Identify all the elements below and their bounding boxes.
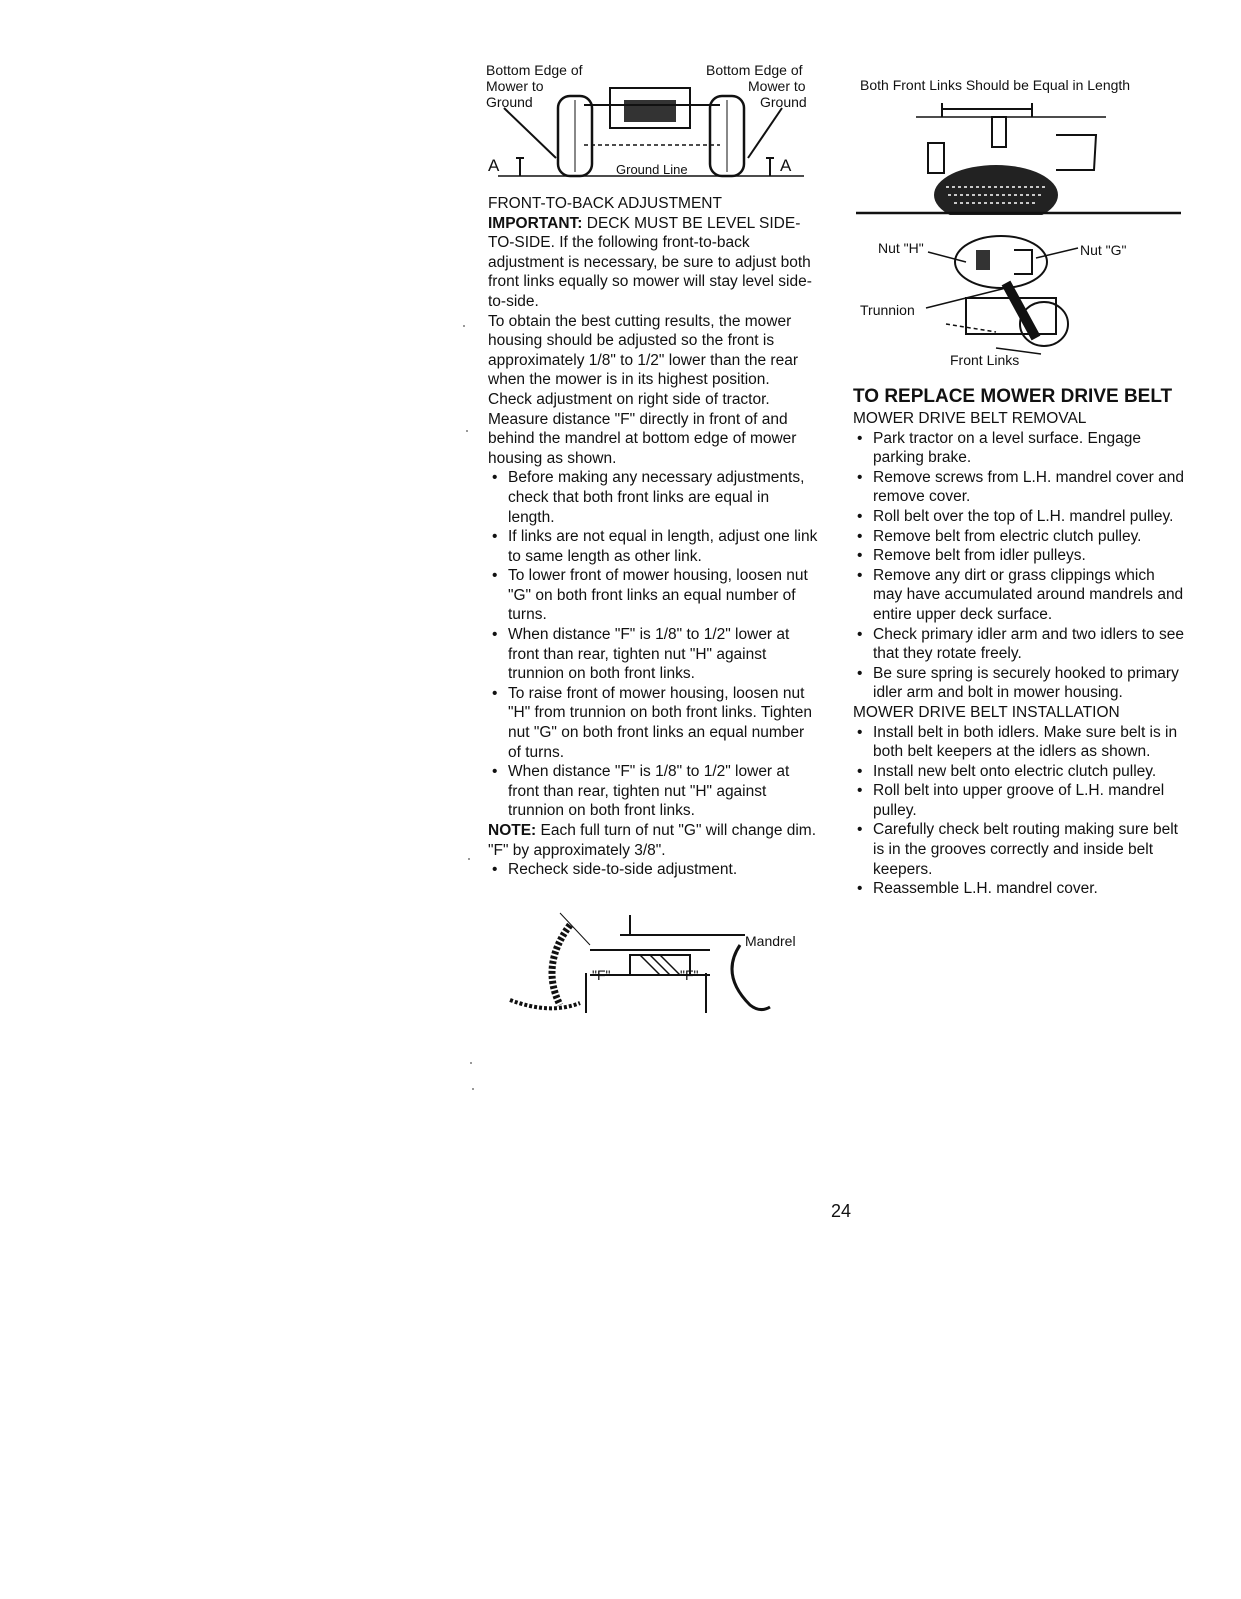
note-text: Each full turn of nut "G" will change dim. "F" by approximately 3/8".: [488, 822, 817, 859]
left-column: [488, 194, 818, 880]
list-item: • Remove belt from electric clutch pulley.: [853, 527, 1188, 547]
list-item: • When distance "F" is 1/8" to 1/2" lower at front than rear, tighten nut "H" against trunnion on both front links.: [488, 762, 818, 821]
label-bottom-edge-right-3: Ground: [760, 94, 807, 110]
removal-heading: MOWER DRIVE BELT REMOVAL: [853, 410, 1087, 427]
label-nut-g: Nut "G": [1080, 242, 1127, 258]
list-item: • Remove screws from L.H. mandrel cover and remove cover.: [853, 468, 1188, 507]
front-to-back-heading: FRONT-TO-BACK ADJUSTMENT: [488, 195, 722, 212]
front-links-equal-figure: [856, 75, 1186, 215]
label-f-front: "F": [592, 967, 611, 983]
list-item: • Remove any dirt or grass clippings which may have accumulated around mandrels and entire upper deck surface.: [853, 566, 1188, 625]
label-bottom-edge-right-2: Mower to: [748, 78, 806, 94]
scan-speck: [470, 1062, 472, 1064]
right-column: [853, 385, 1188, 899]
list-item: • Park tractor on a level surface. Engage parking brake.: [853, 429, 1188, 468]
list-item: • Be sure spring is securely hooked to primary idler arm and bolt in mower housing.: [853, 664, 1188, 703]
ground-level-figure: [484, 60, 819, 185]
label-front-links: Front Links: [950, 352, 1020, 368]
removal-steps-list: [853, 429, 1188, 703]
list-item: • Check primary idler arm and two idlers to see that they rotate freely.: [853, 625, 1188, 664]
scan-speck: [468, 858, 470, 860]
list-item: • Reassemble L.H. mandrel cover.: [853, 879, 1188, 899]
paragraph-check-adjustment: Check adjustment on right side of tractor. Measure distance "F" directly in front of and behind the mandrel at bottom edge of mower housing as shown.: [488, 390, 797, 467]
caption-front-links-equal: Both Front Links Should be Equal in Length: [860, 77, 1131, 93]
label-f-rear: "F": [680, 967, 699, 983]
label-nut-h: Nut "H": [878, 240, 924, 256]
mandrel-drawing: [500, 905, 820, 1020]
list-item: • Recheck side-to-side adjustment.: [488, 860, 818, 880]
label-bottom-edge-left-1: Bottom Edge of: [486, 62, 583, 78]
label-ground-line: Ground Line: [616, 162, 688, 177]
adjustment-steps-list: [488, 468, 818, 821]
page-number: 24: [831, 1201, 852, 1221]
front-links-drawing: [856, 75, 1186, 215]
paragraph-cutting-results: To obtain the best cutting results, the mower housing should be adjusted so the front is approximately 1/8" to 1/2" lower than the rear when the mower is in its highest position.: [488, 312, 798, 389]
list-item: • Roll belt into upper groove of L.H. mandrel pulley.: [853, 781, 1188, 820]
label-bottom-edge-left-2: Mower to: [486, 78, 544, 94]
label-bottom-edge-left-3: Ground: [486, 94, 533, 110]
important-label: IMPORTANT:: [488, 214, 583, 232]
list-item: • Before making any necessary adjustments, check that both front links are equal in length.: [488, 468, 818, 527]
label-trunnion: Trunnion: [860, 302, 915, 318]
marker-a-right: A: [780, 156, 792, 175]
scan-speck: [463, 325, 465, 327]
list-item: • To raise front of mower housing, loosen nut "H" from trunnion on both front links. Tighten nut "G" on both front links an equal number of turns.: [488, 684, 818, 762]
important-paragraph: [488, 214, 818, 312]
scan-speck: [466, 430, 468, 432]
scan-speck: [472, 1088, 474, 1090]
list-item: • Remove belt from idler pulleys.: [853, 546, 1188, 566]
marker-a-left: A: [488, 156, 500, 175]
label-mandrel: Mandrel: [745, 933, 796, 949]
important-text: DECK MUST BE LEVEL SIDE-TO-SIDE. If the following front-to-back adjustment is necessary, be sure to adjust both front links equally so mower will stay level side-to-side.: [488, 214, 812, 310]
nuts-trunnion-figure: [856, 228, 1186, 373]
list-item: • Roll belt over the top of L.H. mandrel pulley.: [853, 507, 1188, 527]
list-item: • If links are not equal in length, adjust one link to same length as other link.: [488, 527, 818, 566]
label-bottom-edge-right-1: Bottom Edge of: [706, 62, 803, 78]
list-item: • Install new belt onto electric clutch pulley.: [853, 762, 1188, 782]
installation-heading: MOWER DRIVE BELT INSTALLATION: [853, 703, 1120, 721]
list-item: • To lower front of mower housing, loosen nut "G" on both front links an equal number of turns.: [488, 566, 818, 625]
note-paragraph: [488, 821, 818, 860]
list-item: • When distance "F" is 1/8" to 1/2" lower at front than rear, tighten nut "H" against trunnion on both front links.: [488, 625, 818, 684]
replace-belt-title: TO REPLACE MOWER DRIVE BELT: [853, 386, 1173, 407]
recheck-list: [488, 860, 818, 880]
mandrel-figure: [500, 905, 820, 1020]
installation-steps-list: [853, 723, 1188, 899]
list-item: • Install belt in both idlers. Make sure belt is in both belt keepers at the idlers as shown.: [853, 723, 1188, 762]
note-label: NOTE:: [488, 822, 537, 839]
list-item: • Carefully check belt routing making sure belt is in the grooves correctly and inside belt keepers.: [853, 820, 1188, 879]
